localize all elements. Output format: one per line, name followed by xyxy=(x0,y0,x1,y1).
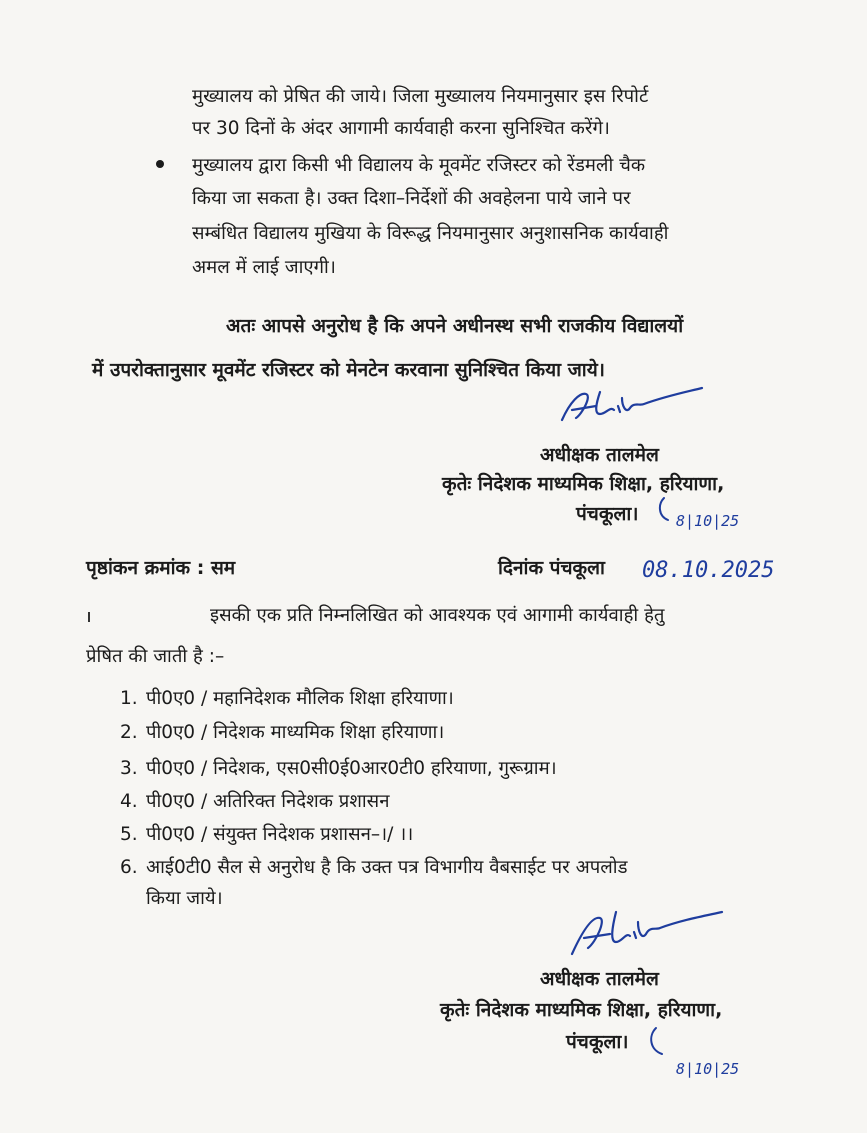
bullet-dot xyxy=(156,160,164,168)
handwritten-date: 8|10|25 xyxy=(676,512,740,530)
list-number: 5. xyxy=(120,824,138,845)
list-item xyxy=(120,756,557,782)
para-line: मुख्यालय को प्रेषित की जाये। जिला मुख्यालय नियमानुसार इस रिपोर्ट xyxy=(192,86,649,107)
signatory-designation: अधीक्षक तालमेल xyxy=(540,968,659,990)
list-text: पी0ए0 / अतिरिक्त निदेशक प्रशासन xyxy=(146,791,390,812)
initial-mark xyxy=(646,1024,676,1058)
list-item xyxy=(120,789,389,815)
signatory-place: पंचकूला। xyxy=(566,1031,629,1053)
request-line: में उपरोक्तानुसार मूवमेंट रजिस्टर को मेनटेन करवाना सुनिश्चित किया जाये। xyxy=(92,359,605,381)
list-item xyxy=(120,720,444,746)
handwritten-date: 8|10|25 xyxy=(676,1060,740,1078)
endorsement-date-label: दिनांक पंचकूला xyxy=(498,557,605,579)
bullet-line: किया जा सकता है। उक्त दिशा–निर्देशों की अवहेलना पाये जाने पर xyxy=(192,188,631,209)
list-number: 2. xyxy=(120,722,138,743)
bullet-line: मुख्यालय द्वारा किसी भी विद्यालय के मूवमेंट रजिस्टर को रेंडमली चैक xyxy=(192,155,646,176)
signatory-office: कृतेः निदेशक माध्यमिक शिक्षा, हरियाणा, xyxy=(440,999,723,1021)
bullet-line: अमल में लाई जाएगी। xyxy=(192,257,336,278)
copy-intro-line: प्रेषित की जाती है :– xyxy=(86,646,225,667)
list-number: 6. xyxy=(120,857,138,878)
list-item xyxy=(120,686,454,712)
signature-image xyxy=(566,906,726,962)
list-text: पी0ए0 / निदेशक माध्यमिक शिक्षा हरियाणा। xyxy=(146,722,445,743)
request-line: अतः आपसे अनुरोध है कि अपने अधीनस्थ सभी राजकीय विद्यालयों xyxy=(226,315,684,337)
para-line: पर 30 दिनों के अंदर आगामी कार्यवाही करना सुनिश्चित करेंगे। xyxy=(192,118,610,139)
bullet-line: सम्बंधित विद्यालय मुखिया के विरूद्ध नियमानुसार अनुशासनिक कार्यवाही xyxy=(192,223,669,244)
endorsement-number: पृष्ठांकन क्रमांक : सम xyxy=(86,557,236,579)
copy-intro-line: इसकी एक प्रति निम्नलिखित को आवश्यक एवं आगामी कार्यवाही हेतु xyxy=(210,605,665,626)
signature-image xyxy=(556,384,706,428)
list-item-continuation: किया जाये। xyxy=(146,888,223,909)
signatory-designation: अधीक्षक तालमेल xyxy=(540,444,659,466)
list-number: 1. xyxy=(120,688,138,709)
signatory-place: पंचकूला। xyxy=(576,503,639,525)
list-text: पी0ए0 / संयुक्त निदेशक प्रशासन–।/ ।। xyxy=(146,824,414,845)
list-text: पी0ए0 / महानिदेशक मौलिक शिक्षा हरियाणा। xyxy=(146,688,454,709)
list-number: 4. xyxy=(120,791,138,812)
list-text: आई0टी0 सैल से अनुरोध है कि उक्त पत्र विभागीय वैबसाईट पर अपलोड xyxy=(146,857,628,878)
list-item xyxy=(120,855,627,881)
margin-mark xyxy=(88,612,90,622)
list-text: पी0ए0 / निदेशक, एस0सी0ई0आर0टी0 हरियाणा, गुरूग्राम। xyxy=(146,758,557,779)
signatory-office: कृतेः निदेशक माध्यमिक शिक्षा, हरियाणा, xyxy=(442,473,725,495)
endorsement-date-value: 08.10.2025 xyxy=(642,558,775,583)
list-number: 3. xyxy=(120,758,138,779)
list-item xyxy=(120,822,413,848)
